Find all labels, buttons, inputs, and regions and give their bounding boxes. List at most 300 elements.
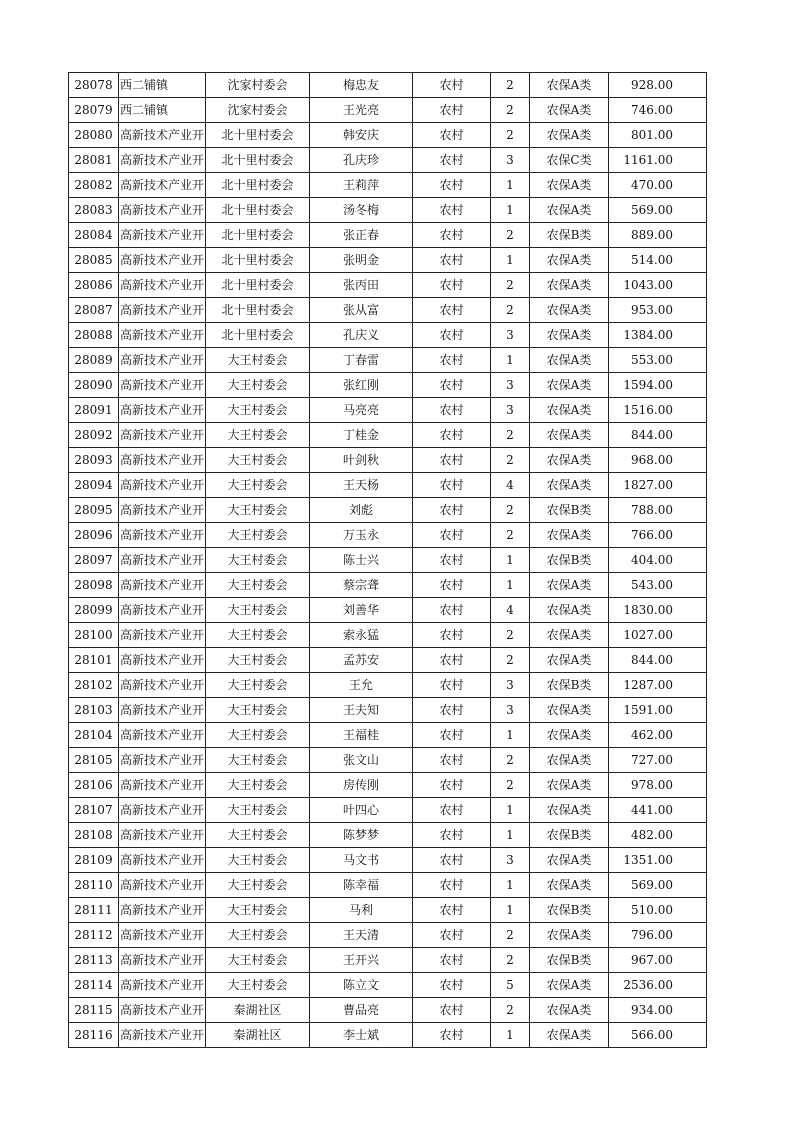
household-type-cell: 农村 xyxy=(413,898,491,923)
member-count-cell: 3 xyxy=(491,698,530,723)
amount-cell: 928.00 xyxy=(609,73,707,98)
household-type-cell: 农村 xyxy=(413,848,491,873)
village-cell: 大王村委会 xyxy=(206,798,310,823)
record-id-cell: 28115 xyxy=(69,998,119,1023)
person-name-cell: 王天清 xyxy=(310,923,413,948)
household-type-cell: 农村 xyxy=(413,273,491,298)
person-name-cell: 孟苏安 xyxy=(310,648,413,673)
village-cell: 秦湖社区 xyxy=(206,1023,310,1048)
record-id-cell: 28116 xyxy=(69,1023,119,1048)
insurance-category-cell: 农保A类 xyxy=(530,348,609,373)
member-count-cell: 1 xyxy=(491,873,530,898)
member-count-cell: 2 xyxy=(491,298,530,323)
table-row xyxy=(69,1023,707,1048)
person-name-cell: 马亮亮 xyxy=(310,398,413,423)
amount-cell: 967.00 xyxy=(609,948,707,973)
person-name-cell: 陈立文 xyxy=(310,973,413,998)
person-name-cell: 张文山 xyxy=(310,748,413,773)
village-cell: 大王村委会 xyxy=(206,673,310,698)
household-type-cell: 农村 xyxy=(413,398,491,423)
town-cell: 高新技术产业开 xyxy=(119,173,206,198)
household-type-cell: 农村 xyxy=(413,173,491,198)
town-cell: 高新技术产业开 xyxy=(119,998,206,1023)
village-cell: 大王村委会 xyxy=(206,748,310,773)
insurance-category-cell: 农保B类 xyxy=(530,498,609,523)
table-row xyxy=(69,723,707,748)
village-cell: 大王村委会 xyxy=(206,448,310,473)
amount-cell: 934.00 xyxy=(609,998,707,1023)
insurance-category-cell: 农保A类 xyxy=(530,198,609,223)
insurance-category-cell: 农保A类 xyxy=(530,398,609,423)
table-row xyxy=(69,298,707,323)
amount-cell: 566.00 xyxy=(609,1023,707,1048)
village-cell: 大王村委会 xyxy=(206,973,310,998)
record-id-cell: 28113 xyxy=(69,948,119,973)
member-count-cell: 3 xyxy=(491,673,530,698)
village-cell: 大王村委会 xyxy=(206,473,310,498)
village-cell: 大王村委会 xyxy=(206,848,310,873)
town-cell: 西二铺镇 xyxy=(119,98,206,123)
record-id-cell: 28100 xyxy=(69,623,119,648)
insurance-category-cell: 农保A类 xyxy=(530,73,609,98)
household-type-cell: 农村 xyxy=(413,373,491,398)
village-cell: 北十里村委会 xyxy=(206,173,310,198)
town-cell: 高新技术产业开 xyxy=(119,573,206,598)
person-name-cell: 张正春 xyxy=(310,223,413,248)
town-cell: 高新技术产业开 xyxy=(119,523,206,548)
person-name-cell: 刘彪 xyxy=(310,498,413,523)
village-cell: 大王村委会 xyxy=(206,398,310,423)
record-id-cell: 28107 xyxy=(69,798,119,823)
person-name-cell: 张从富 xyxy=(310,298,413,323)
table-row xyxy=(69,148,707,173)
town-cell: 高新技术产业开 xyxy=(119,498,206,523)
member-count-cell: 2 xyxy=(491,948,530,973)
insurance-category-cell: 农保A类 xyxy=(530,723,609,748)
member-count-cell: 1 xyxy=(491,898,530,923)
amount-cell: 727.00 xyxy=(609,748,707,773)
person-name-cell: 马利 xyxy=(310,898,413,923)
town-cell: 高新技术产业开 xyxy=(119,648,206,673)
table-row xyxy=(69,798,707,823)
record-id-cell: 28109 xyxy=(69,848,119,873)
record-id-cell: 28110 xyxy=(69,873,119,898)
town-cell: 高新技术产业开 xyxy=(119,823,206,848)
amount-cell: 1827.00 xyxy=(609,473,707,498)
table-row xyxy=(69,998,707,1023)
village-cell: 北十里村委会 xyxy=(206,223,310,248)
person-name-cell: 梅忠友 xyxy=(310,73,413,98)
town-cell: 高新技术产业开 xyxy=(119,123,206,148)
household-type-cell: 农村 xyxy=(413,498,491,523)
table-row xyxy=(69,598,707,623)
member-count-cell: 2 xyxy=(491,73,530,98)
town-cell: 西二铺镇 xyxy=(119,73,206,98)
person-name-cell: 李士斌 xyxy=(310,1023,413,1048)
table-row xyxy=(69,673,707,698)
household-type-cell: 农村 xyxy=(413,798,491,823)
table-row xyxy=(69,873,707,898)
amount-cell: 510.00 xyxy=(609,898,707,923)
village-cell: 大王村委会 xyxy=(206,348,310,373)
amount-cell: 404.00 xyxy=(609,548,707,573)
person-name-cell: 王天杨 xyxy=(310,473,413,498)
amount-cell: 978.00 xyxy=(609,773,707,798)
member-count-cell: 4 xyxy=(491,473,530,498)
member-count-cell: 2 xyxy=(491,623,530,648)
insurance-category-cell: 农保A类 xyxy=(530,973,609,998)
household-type-cell: 农村 xyxy=(413,723,491,748)
member-count-cell: 2 xyxy=(491,923,530,948)
assistance-roster-table xyxy=(68,72,707,1048)
insurance-category-cell: 农保A类 xyxy=(530,873,609,898)
person-name-cell: 丁桂金 xyxy=(310,423,413,448)
insurance-category-cell: 农保A类 xyxy=(530,773,609,798)
member-count-cell: 3 xyxy=(491,848,530,873)
amount-cell: 553.00 xyxy=(609,348,707,373)
household-type-cell: 农村 xyxy=(413,198,491,223)
household-type-cell: 农村 xyxy=(413,73,491,98)
table-row xyxy=(69,448,707,473)
town-cell: 高新技术产业开 xyxy=(119,298,206,323)
record-id-cell: 28078 xyxy=(69,73,119,98)
record-id-cell: 28099 xyxy=(69,598,119,623)
household-type-cell: 农村 xyxy=(413,248,491,273)
roster-body xyxy=(69,73,707,1048)
amount-cell: 543.00 xyxy=(609,573,707,598)
member-count-cell: 2 xyxy=(491,448,530,473)
village-cell: 大王村委会 xyxy=(206,423,310,448)
table-row xyxy=(69,823,707,848)
household-type-cell: 农村 xyxy=(413,98,491,123)
record-id-cell: 28094 xyxy=(69,473,119,498)
town-cell: 高新技术产业开 xyxy=(119,223,206,248)
household-type-cell: 农村 xyxy=(413,348,491,373)
amount-cell: 766.00 xyxy=(609,523,707,548)
village-cell: 大王村委会 xyxy=(206,573,310,598)
town-cell: 高新技术产业开 xyxy=(119,948,206,973)
town-cell: 高新技术产业开 xyxy=(119,198,206,223)
table-row xyxy=(69,423,707,448)
table-row xyxy=(69,273,707,298)
table-row xyxy=(69,523,707,548)
person-name-cell: 张明金 xyxy=(310,248,413,273)
village-cell: 大王村委会 xyxy=(206,598,310,623)
town-cell: 高新技术产业开 xyxy=(119,698,206,723)
insurance-category-cell: 农保A类 xyxy=(530,748,609,773)
member-count-cell: 2 xyxy=(491,223,530,248)
insurance-category-cell: 农保A类 xyxy=(530,98,609,123)
village-cell: 北十里村委会 xyxy=(206,323,310,348)
insurance-category-cell: 农保A类 xyxy=(530,923,609,948)
town-cell: 高新技术产业开 xyxy=(119,373,206,398)
person-name-cell: 孔庆义 xyxy=(310,323,413,348)
member-count-cell: 1 xyxy=(491,198,530,223)
insurance-category-cell: 农保B类 xyxy=(530,673,609,698)
record-id-cell: 28081 xyxy=(69,148,119,173)
insurance-category-cell: 农保B类 xyxy=(530,823,609,848)
amount-cell: 801.00 xyxy=(609,123,707,148)
table-row xyxy=(69,73,707,98)
member-count-cell: 2 xyxy=(491,648,530,673)
household-type-cell: 农村 xyxy=(413,773,491,798)
insurance-category-cell: 农保A类 xyxy=(530,448,609,473)
record-id-cell: 28083 xyxy=(69,198,119,223)
table-row xyxy=(69,498,707,523)
amount-cell: 569.00 xyxy=(609,198,707,223)
village-cell: 大王村委会 xyxy=(206,823,310,848)
town-cell: 高新技术产业开 xyxy=(119,848,206,873)
insurance-category-cell: 农保A类 xyxy=(530,173,609,198)
town-cell: 高新技术产业开 xyxy=(119,148,206,173)
member-count-cell: 2 xyxy=(491,748,530,773)
village-cell: 大王村委会 xyxy=(206,698,310,723)
insurance-category-cell: 农保A类 xyxy=(530,523,609,548)
insurance-category-cell: 农保A类 xyxy=(530,698,609,723)
insurance-category-cell: 农保A类 xyxy=(530,248,609,273)
person-name-cell: 蔡宗聋 xyxy=(310,573,413,598)
town-cell: 高新技术产业开 xyxy=(119,548,206,573)
record-id-cell: 28090 xyxy=(69,373,119,398)
person-name-cell: 王莉萍 xyxy=(310,173,413,198)
household-type-cell: 农村 xyxy=(413,1023,491,1048)
table-row xyxy=(69,698,707,723)
amount-cell: 1516.00 xyxy=(609,398,707,423)
record-id-cell: 28108 xyxy=(69,823,119,848)
village-cell: 沈家村委会 xyxy=(206,98,310,123)
member-count-cell: 2 xyxy=(491,773,530,798)
insurance-category-cell: 农保A类 xyxy=(530,798,609,823)
record-id-cell: 28080 xyxy=(69,123,119,148)
household-type-cell: 农村 xyxy=(413,323,491,348)
record-id-cell: 28093 xyxy=(69,448,119,473)
amount-cell: 1594.00 xyxy=(609,373,707,398)
amount-cell: 1384.00 xyxy=(609,323,707,348)
record-id-cell: 28098 xyxy=(69,573,119,598)
record-id-cell: 28102 xyxy=(69,673,119,698)
record-id-cell: 28114 xyxy=(69,973,119,998)
person-name-cell: 陈士兴 xyxy=(310,548,413,573)
town-cell: 高新技术产业开 xyxy=(119,723,206,748)
insurance-category-cell: 农保B类 xyxy=(530,898,609,923)
household-type-cell: 农村 xyxy=(413,698,491,723)
household-type-cell: 农村 xyxy=(413,823,491,848)
amount-cell: 844.00 xyxy=(609,423,707,448)
table-row xyxy=(69,398,707,423)
village-cell: 大王村委会 xyxy=(206,373,310,398)
person-name-cell: 索永猛 xyxy=(310,623,413,648)
insurance-category-cell: 农保A类 xyxy=(530,573,609,598)
household-type-cell: 农村 xyxy=(413,623,491,648)
household-type-cell: 农村 xyxy=(413,573,491,598)
member-count-cell: 3 xyxy=(491,323,530,348)
person-name-cell: 王光亮 xyxy=(310,98,413,123)
household-type-cell: 农村 xyxy=(413,448,491,473)
record-id-cell: 28091 xyxy=(69,398,119,423)
table-row xyxy=(69,623,707,648)
household-type-cell: 农村 xyxy=(413,223,491,248)
household-type-cell: 农村 xyxy=(413,923,491,948)
table-row xyxy=(69,573,707,598)
amount-cell: 1287.00 xyxy=(609,673,707,698)
record-id-cell: 28079 xyxy=(69,98,119,123)
village-cell: 大王村委会 xyxy=(206,548,310,573)
household-type-cell: 农村 xyxy=(413,423,491,448)
town-cell: 高新技术产业开 xyxy=(119,1023,206,1048)
amount-cell: 462.00 xyxy=(609,723,707,748)
town-cell: 高新技术产业开 xyxy=(119,923,206,948)
amount-cell: 889.00 xyxy=(609,223,707,248)
insurance-category-cell: 农保A类 xyxy=(530,473,609,498)
member-count-cell: 1 xyxy=(491,823,530,848)
record-id-cell: 28112 xyxy=(69,923,119,948)
insurance-category-cell: 农保A类 xyxy=(530,648,609,673)
town-cell: 高新技术产业开 xyxy=(119,798,206,823)
town-cell: 高新技术产业开 xyxy=(119,623,206,648)
village-cell: 秦湖社区 xyxy=(206,998,310,1023)
member-count-cell: 1 xyxy=(491,248,530,273)
record-id-cell: 28092 xyxy=(69,423,119,448)
member-count-cell: 2 xyxy=(491,123,530,148)
village-cell: 大王村委会 xyxy=(206,523,310,548)
amount-cell: 796.00 xyxy=(609,923,707,948)
table-row xyxy=(69,198,707,223)
amount-cell: 1161.00 xyxy=(609,148,707,173)
town-cell: 高新技术产业开 xyxy=(119,673,206,698)
person-name-cell: 汤冬梅 xyxy=(310,198,413,223)
table-row xyxy=(69,98,707,123)
household-type-cell: 农村 xyxy=(413,123,491,148)
village-cell: 大王村委会 xyxy=(206,773,310,798)
village-cell: 大王村委会 xyxy=(206,648,310,673)
member-count-cell: 2 xyxy=(491,423,530,448)
table-row xyxy=(69,348,707,373)
person-name-cell: 万玉永 xyxy=(310,523,413,548)
member-count-cell: 1 xyxy=(491,548,530,573)
person-name-cell: 房传刚 xyxy=(310,773,413,798)
town-cell: 高新技术产业开 xyxy=(119,773,206,798)
table-row xyxy=(69,748,707,773)
amount-cell: 968.00 xyxy=(609,448,707,473)
amount-cell: 1043.00 xyxy=(609,273,707,298)
household-type-cell: 农村 xyxy=(413,873,491,898)
village-cell: 大王村委会 xyxy=(206,898,310,923)
record-id-cell: 28095 xyxy=(69,498,119,523)
record-id-cell: 28086 xyxy=(69,273,119,298)
table-row xyxy=(69,948,707,973)
amount-cell: 1591.00 xyxy=(609,698,707,723)
person-name-cell: 王夫知 xyxy=(310,698,413,723)
table-row xyxy=(69,323,707,348)
person-name-cell: 叶四心 xyxy=(310,798,413,823)
record-id-cell: 28105 xyxy=(69,748,119,773)
village-cell: 大王村委会 xyxy=(206,723,310,748)
amount-cell: 1351.00 xyxy=(609,848,707,873)
table-row xyxy=(69,973,707,998)
amount-cell: 569.00 xyxy=(609,873,707,898)
village-cell: 北十里村委会 xyxy=(206,148,310,173)
insurance-category-cell: 农保A类 xyxy=(530,848,609,873)
household-type-cell: 农村 xyxy=(413,748,491,773)
town-cell: 高新技术产业开 xyxy=(119,448,206,473)
record-id-cell: 28097 xyxy=(69,548,119,573)
insurance-category-cell: 农保A类 xyxy=(530,298,609,323)
town-cell: 高新技术产业开 xyxy=(119,473,206,498)
household-type-cell: 农村 xyxy=(413,973,491,998)
table-row xyxy=(69,548,707,573)
table-row xyxy=(69,123,707,148)
person-name-cell: 刘善华 xyxy=(310,598,413,623)
person-name-cell: 王开兴 xyxy=(310,948,413,973)
household-type-cell: 农村 xyxy=(413,998,491,1023)
member-count-cell: 2 xyxy=(491,498,530,523)
record-id-cell: 28103 xyxy=(69,698,119,723)
insurance-category-cell: 农保C类 xyxy=(530,148,609,173)
member-count-cell: 3 xyxy=(491,148,530,173)
person-name-cell: 孔庆珍 xyxy=(310,148,413,173)
person-name-cell: 曹品亮 xyxy=(310,998,413,1023)
member-count-cell: 2 xyxy=(491,998,530,1023)
town-cell: 高新技术产业开 xyxy=(119,248,206,273)
person-name-cell: 王福桂 xyxy=(310,723,413,748)
town-cell: 高新技术产业开 xyxy=(119,973,206,998)
member-count-cell: 1 xyxy=(491,798,530,823)
village-cell: 北十里村委会 xyxy=(206,248,310,273)
household-type-cell: 农村 xyxy=(413,548,491,573)
insurance-category-cell: 农保B类 xyxy=(530,223,609,248)
record-id-cell: 28082 xyxy=(69,173,119,198)
town-cell: 高新技术产业开 xyxy=(119,323,206,348)
household-type-cell: 农村 xyxy=(413,673,491,698)
amount-cell: 788.00 xyxy=(609,498,707,523)
town-cell: 高新技术产业开 xyxy=(119,398,206,423)
table-row xyxy=(69,848,707,873)
amount-cell: 2536.00 xyxy=(609,973,707,998)
person-name-cell: 陈梦梦 xyxy=(310,823,413,848)
table-row xyxy=(69,923,707,948)
member-count-cell: 1 xyxy=(491,348,530,373)
table-row xyxy=(69,473,707,498)
amount-cell: 514.00 xyxy=(609,248,707,273)
amount-cell: 1027.00 xyxy=(609,623,707,648)
table-row xyxy=(69,898,707,923)
member-count-cell: 5 xyxy=(491,973,530,998)
person-name-cell: 韩安庆 xyxy=(310,123,413,148)
village-cell: 大王村委会 xyxy=(206,498,310,523)
household-type-cell: 农村 xyxy=(413,298,491,323)
insurance-category-cell: 农保A类 xyxy=(530,623,609,648)
household-type-cell: 农村 xyxy=(413,598,491,623)
town-cell: 高新技术产业开 xyxy=(119,748,206,773)
household-type-cell: 农村 xyxy=(413,948,491,973)
member-count-cell: 2 xyxy=(491,98,530,123)
person-name-cell: 丁春雷 xyxy=(310,348,413,373)
town-cell: 高新技术产业开 xyxy=(119,273,206,298)
amount-cell: 441.00 xyxy=(609,798,707,823)
household-type-cell: 农村 xyxy=(413,523,491,548)
insurance-category-cell: 农保A类 xyxy=(530,273,609,298)
table-row xyxy=(69,173,707,198)
member-count-cell: 3 xyxy=(491,373,530,398)
village-cell: 大王村委会 xyxy=(206,948,310,973)
table-row xyxy=(69,248,707,273)
household-type-cell: 农村 xyxy=(413,648,491,673)
town-cell: 高新技术产业开 xyxy=(119,423,206,448)
member-count-cell: 2 xyxy=(491,273,530,298)
amount-cell: 470.00 xyxy=(609,173,707,198)
town-cell: 高新技术产业开 xyxy=(119,348,206,373)
town-cell: 高新技术产业开 xyxy=(119,873,206,898)
